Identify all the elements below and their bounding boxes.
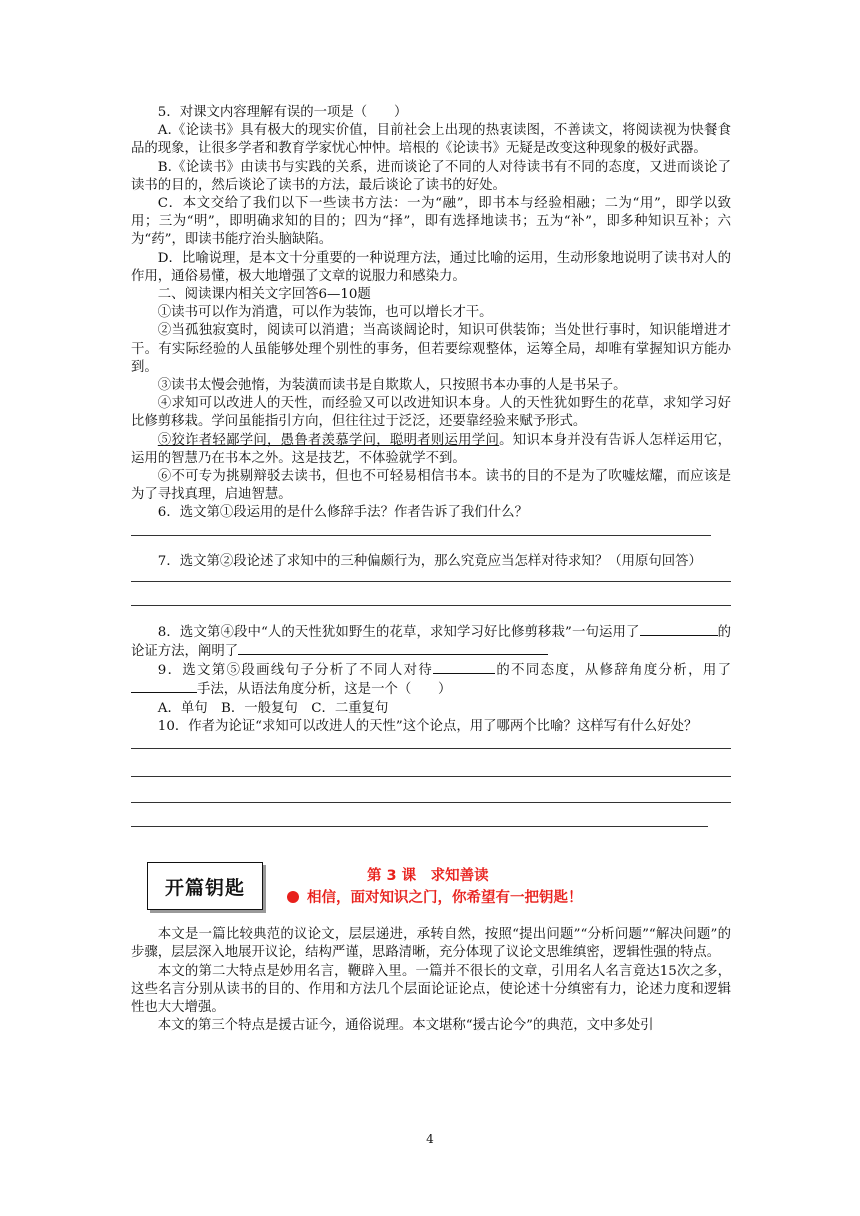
blank-8a-start[interactable] xyxy=(640,623,654,636)
page-content xyxy=(131,104,731,1035)
passage-paragraph-4: ④求知可以改进人的天性，而经验又可以改进知识本身。人的天性犹如野生的花草，求知学习好比修剪移栽。学问虽能指引方向，但往往过于泛泛，还要靠经验来赋予形式。 xyxy=(131,396,731,430)
intro-paragraph-1: 本文是一篇比较典范的议论文，层层递进，承转自然，按照“提出问题”“分析问题”“解决问题”的步骤，层层深入地展开议论，结构严谨，思路清晰，充分体现了议论文思维缜密，逻辑性强的特点。 xyxy=(131,927,731,961)
answer-line-7b[interactable] xyxy=(131,605,731,623)
question-5-option-d: D．比喻说理，是本文十分重要的一种说理方法，通过比喻的运用，生动形象地说明了读书对人的作用，通俗易懂，极大地增强了文章的说服力和感染力。 xyxy=(131,250,731,284)
section-2-heading: 二、阅读课内相关文字回答6—10题 xyxy=(157,287,371,303)
question-8-text-1: 8．选文第④段中“人的天性犹如野生的花草，求知学习好比修剪移栽”一句运用了 xyxy=(157,624,640,640)
lesson-subtitle xyxy=(287,886,583,907)
passage-paragraph-5 xyxy=(131,432,731,468)
blank-9b[interactable] xyxy=(131,680,197,693)
page-number: 4 xyxy=(426,1132,434,1146)
answer-line-10b[interactable] xyxy=(131,776,731,796)
section-header xyxy=(131,854,731,926)
passage-paragraph-3: ③读书太慢会弛惰，为装潢而读书是自欺欺人，只按照书本办事的人是书呆子。 xyxy=(157,378,627,394)
passage-paragraph-6: ⑥不可专为挑剔辩驳去读书，但也不可轻易相信书本。读书的目的不是为了吹嘘炫耀，而应该是为了寻找真理，启迪智慧。 xyxy=(131,469,731,503)
question-7: 7．选文第②段论述了求知中的三种偏颇行为，那么究竟应当怎样对待求知？（用原句回答） xyxy=(157,553,702,569)
answer-area-6[interactable] xyxy=(131,535,731,553)
question-8-text-2: 的论证方法，阐明了 xyxy=(131,624,732,660)
question-6: 6．选文第①段运用的是什么修辞手法？作者告诉了我们什么？ xyxy=(157,505,528,521)
lesson-subtitle-text: 相信，面对知识之门，你希望有一把钥匙！ xyxy=(307,890,583,907)
question-5-option-c: C．本文交给了我们以下一些读书方法：一为“融”，即书本与经验相融；二为“用”，即学以致用；三为“明”，即明确求知的目的；四为“择”，即有选择地读书；五为“补”，即多种知识互补；六为“药”，即读书能疗治头脑缺陷。 xyxy=(131,196,731,248)
section-box-label: 开篇钥匙 xyxy=(147,862,263,910)
intro-paragraph-3: 本文的第三个特点是援古证今，通俗说理。本文堪称“援古论今”的典范，文中多处引 xyxy=(157,1018,654,1034)
intro-paragraph-2: 本文的第二大特点是妙用名言，鞭辟入里。一篇并不很长的文章，引用名人名言竟达15次之多，这些名言分别从读书的目的、作用和方法几个层面论证论点，使论述十分缜密有力，论述力度和逻辑性也大大增强。 xyxy=(131,963,731,1015)
answer-line-7a[interactable] xyxy=(131,581,731,599)
bullet-icon xyxy=(287,891,299,903)
passage-paragraph-5-rest: 。知识本身并没有告诉人怎样运用它，运用的智慧乃在书本之外。这是技艺，不体验就学不到。 xyxy=(131,432,732,466)
answer-line-10d[interactable] xyxy=(131,826,731,846)
question-10: 10．作者为论证“求知可以改进人的天性”这个论点，用了哪两个比喻？这样写有什么好处？ xyxy=(157,718,698,734)
blank-8b[interactable] xyxy=(238,642,548,655)
question-9-options: A．单句 B．一般复句 C．二重复句 xyxy=(157,700,389,716)
question-9 xyxy=(131,661,731,699)
answer-line-10a[interactable] xyxy=(131,748,731,768)
question-8 xyxy=(131,623,731,661)
blank-9a[interactable] xyxy=(433,661,495,674)
passage-paragraph-1: ①读书可以作为消遣，可以作为装饰，也可以增长才干。 xyxy=(157,305,493,321)
question-5-option-a: A.《论读书》具有极大的现实价值，目前社会上出现的热衷读图，不善读文，将阅读视为快餐食品的现象，让很多学者和教育学家忧心忡忡。培根的《论读书》无疑是改变这种现象的极好武器。 xyxy=(131,123,731,157)
passage-paragraph-2: ②当孤独寂寞时，阅读可以消遣；当高谈阔论时，知识可供装饰；当处世行事时，知识能增进才干。有实际经验的人虽能够处理个别性的事务，但若要综观整体，运筹全局，却唯有掌握知识方能办到。 xyxy=(131,323,731,375)
underlined-sentence: ⑤狡诈者轻鄙学问，愚鲁者羡慕学问，聪明者则运用学问 xyxy=(157,432,500,448)
question-5-option-b: B.《论读书》由读书与实践的关系，进而谈论了不同的人对待读书有不同的态度，又进而谈论了读书的目的，然后谈论了读书的方法，最后谈论了读书的好处。 xyxy=(131,159,731,193)
question-9-text-3: 手法，从语法角度分析，这是一个（ ） xyxy=(197,682,452,698)
question-5-stem: 5．对课文内容理解有误的一项是（ ） xyxy=(157,105,408,120)
question-9-text-1: 9．选文第⑤段画线句子分析了不同人对待 xyxy=(157,663,434,679)
lesson-title: 第 3 课 求知善读 xyxy=(367,868,489,885)
blank-8a[interactable] xyxy=(654,623,718,636)
question-9-text-2: 的不同态度，从修辞角度分析，用了 xyxy=(495,663,731,679)
answer-line-10c[interactable] xyxy=(131,802,731,822)
